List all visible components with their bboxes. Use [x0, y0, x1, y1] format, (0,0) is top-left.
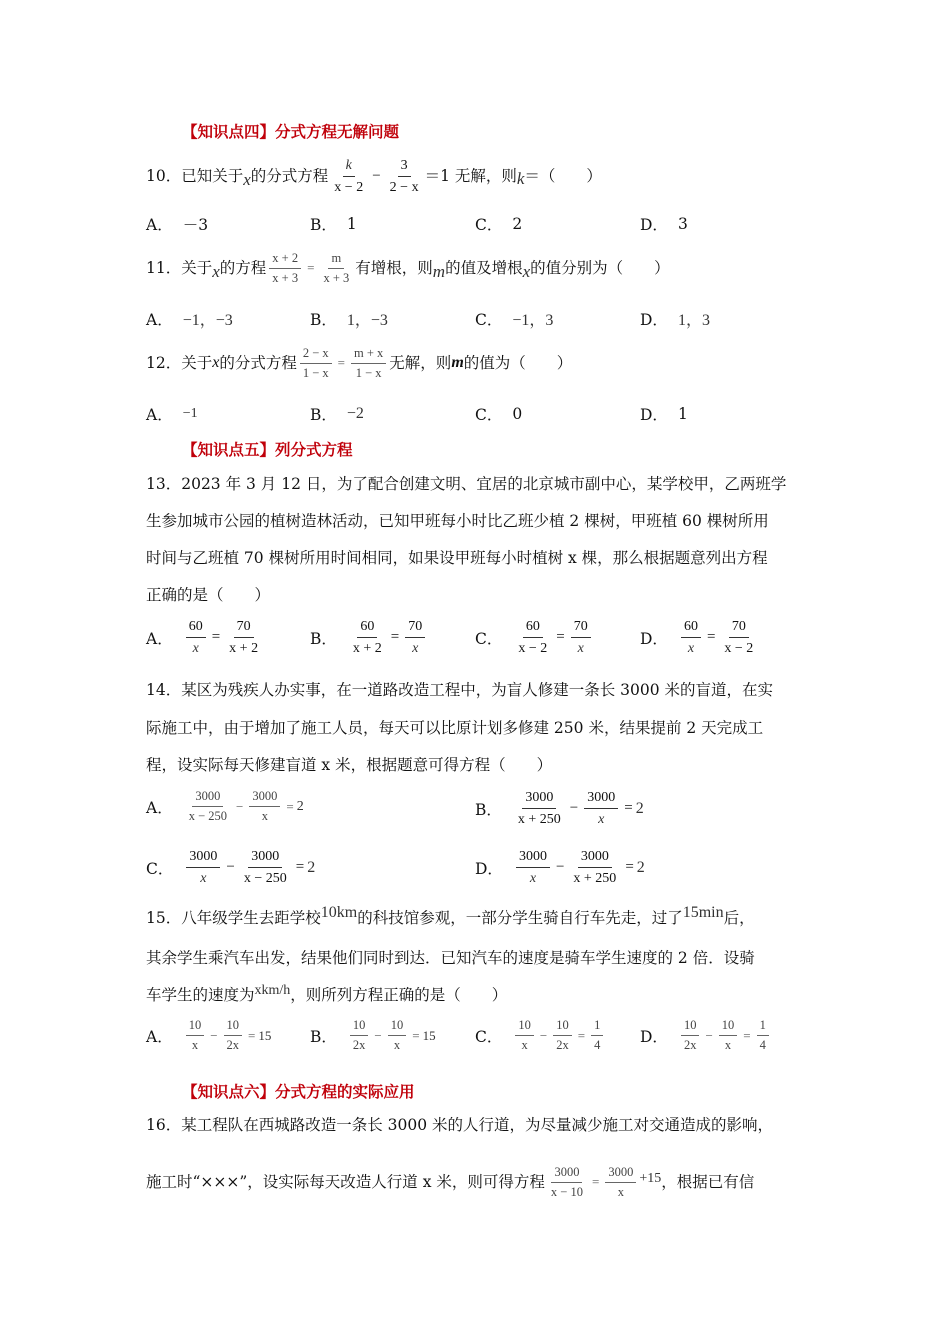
q11-text: 有增根，则 [355, 259, 433, 277]
q11-option-c: C． −1，3 [475, 310, 554, 329]
q13-option-d: D． $\frac{60}{x}$ = $\frac{70}{x - 2}$ [640, 619, 754, 656]
q11-option-d: D． 1，3 [640, 310, 710, 329]
section-heading-6: 【知识点六】分式方程的实际应用 [182, 1083, 415, 1101]
question-11 [146, 250, 670, 286]
q11-text: 的值分别为（ ） [530, 259, 670, 277]
q10-text: ＝（ ） [524, 167, 602, 185]
q11-equals: = [307, 260, 315, 275]
q15-option-b: B． $\frac{10}{2x}$ − $\frac{10}{x}$ = 15 [310, 1018, 436, 1052]
q14-option-d: D． $\frac{3000}{x}$ − $\frac{3000}{x + 250}$ = 2 [475, 849, 645, 886]
q16-line-1: 16．某工程队在西城路改造一条长 3000 米的人行道，为尽量减少施工对交通造成的影响， [146, 1116, 774, 1134]
section-heading-4: 【知识点四】分式方程无解问题 [182, 123, 400, 141]
q15-option-a: A． $\frac{10}{x}$ − $\frac{10}{2x}$ = 15 [146, 1018, 272, 1052]
q10-text: ＝1 无解，则 [424, 167, 517, 185]
q10-option-c: C． 2 [475, 215, 523, 234]
q12-var-m: m [451, 354, 464, 371]
q15-line-3: 车学生的速度为 xkm/h ，则所列方程正确的是（ ） [146, 983, 508, 1004]
section-heading-5: 【知识点五】列分式方程 [182, 441, 353, 459]
q12-text: 12．关于 [146, 354, 213, 372]
q10-option-d: D． 3 [640, 215, 688, 234]
q10-fraction: $\frac{k}{x - 2}$ [334, 157, 364, 195]
q14-option-a: A． $\frac{3000}{x - 250}$ − $\frac{3000}{x}$ = 2 [146, 789, 304, 823]
q12-var-x: x [212, 354, 220, 371]
q11-fraction: $\frac{x + 2}{x + 3}$ [269, 251, 301, 286]
q16-line-2: 施工时“×××”，设实际每天改造人行道 x 米，则可得方程 $\frac{3000}{x - 10}$ = $\frac{3000}{x}$ +15 ，根据已有信 [146, 1164, 755, 1199]
q14-line-1: 14．某区为残疾人办实事，在一道路改造工程中，为盲人修建一条长 3000 米的盲道，在实 [146, 681, 774, 699]
q13-line-2: 生参加城市公园的植树造林活动，已知甲班每小时比乙班少植 2 棵树，甲班植 60 棵树所用 [146, 512, 769, 530]
q13-option-a: A． $\frac{60}{x}$ = $\frac{70}{x + 2}$ [146, 619, 259, 656]
q15-line-1: 15．八年级学生去距学校 10km 的科技馆参观，一部分学生骑自行车先走，过了 15min 后， [146, 904, 755, 927]
q12-equals: = [337, 355, 346, 370]
q12-text: 无解，则 [389, 354, 452, 372]
q13-line-4: 正确的是（ ） [146, 586, 271, 604]
q15-line-2: 其余学生乘汽车出发，结果他们同时到达．已知汽车的速度是骑车学生速度的 2 倍．设骑 [146, 949, 755, 967]
q11-option-a: A． −1，−3 [146, 310, 233, 329]
q11-var-x: x [522, 262, 531, 281]
q12-text: 的值为（ ） [463, 354, 573, 372]
q13-option-b: B． $\frac{60}{x + 2}$ = $\frac{70}{x}$ [310, 618, 428, 657]
q11-option-b: B． 1，−3 [310, 310, 388, 329]
question-10 [146, 158, 602, 194]
q11-fraction: $\frac{m}{x + 3}$ [323, 250, 350, 285]
q10-var-k: k [516, 169, 525, 188]
q10-var-x: x [243, 170, 251, 189]
q13-line-1: 13．2023 年 3 月 12 日，为了配合创建文明、宜居的北京城市副中心，某学校甲，乙两班学 [146, 475, 787, 493]
q12-fraction: $\frac{m + x}{1 - x}$ [351, 346, 386, 381]
q10-text: 的分式方程 [250, 167, 329, 185]
q14-line-2: 际施工中，由于增加了施工人员，每天可以比原计划多修建 250 米，结果提前 2 天完成工 [146, 719, 764, 737]
q11-text: 的方程 [219, 259, 267, 277]
q12-fraction: $\frac{2 - x}{1 - x}$ [300, 346, 332, 381]
q11-text: 的值及增根 [445, 259, 523, 277]
question-12 [146, 343, 572, 383]
q13-option-c: C． $\frac{60}{x - 2}$ = $\frac{70}{x}$ [475, 618, 594, 657]
q11-text: 11．关于 [146, 259, 213, 277]
q12-option-c: C． 0 [475, 405, 523, 424]
q12-option-d: D． 1 [640, 405, 688, 424]
q10-option-b: B． 1 [310, 215, 357, 234]
q10-minus: − [372, 168, 381, 184]
q11-var-m: m [432, 262, 446, 281]
q13-line-3: 时间与乙班植 70 棵树所用时间相同，如果设甲班每小时植树 x 棵，那么根据题意列出方程 [146, 549, 768, 567]
q12-text: 的分式方程 [219, 354, 297, 372]
q14-option-c: C． $\frac{3000}{x}$ − $\frac{3000}{x - 250}$ = 2 [146, 849, 316, 886]
q14-line-3: 程，设实际每天修建盲道 x 米，根据题意可得方程（ ） [146, 756, 553, 774]
q11-var-x: x [212, 262, 220, 281]
q12-option-a: A． −1 [146, 406, 198, 424]
q12-option-b: B． −2 [310, 405, 364, 424]
q14-option-b: B． $\frac{3000}{x + 250}$ − $\frac{3000}{x}$ = 2 [475, 790, 644, 827]
q15-option-c: C． $\frac{10}{x}$ − $\frac{10}{2x}$ = $\frac{1}{4}$ [475, 1018, 606, 1053]
q10-option-a: A． －3 [146, 216, 209, 234]
q10-fraction: $\frac{3}{2 - x}$ [389, 157, 419, 195]
q10-text: 10．已知关于 [146, 167, 244, 185]
q15-option-d: D． $\frac{10}{2x}$ − $\frac{10}{x}$ = $\frac{1}{4}$ [640, 1018, 772, 1053]
